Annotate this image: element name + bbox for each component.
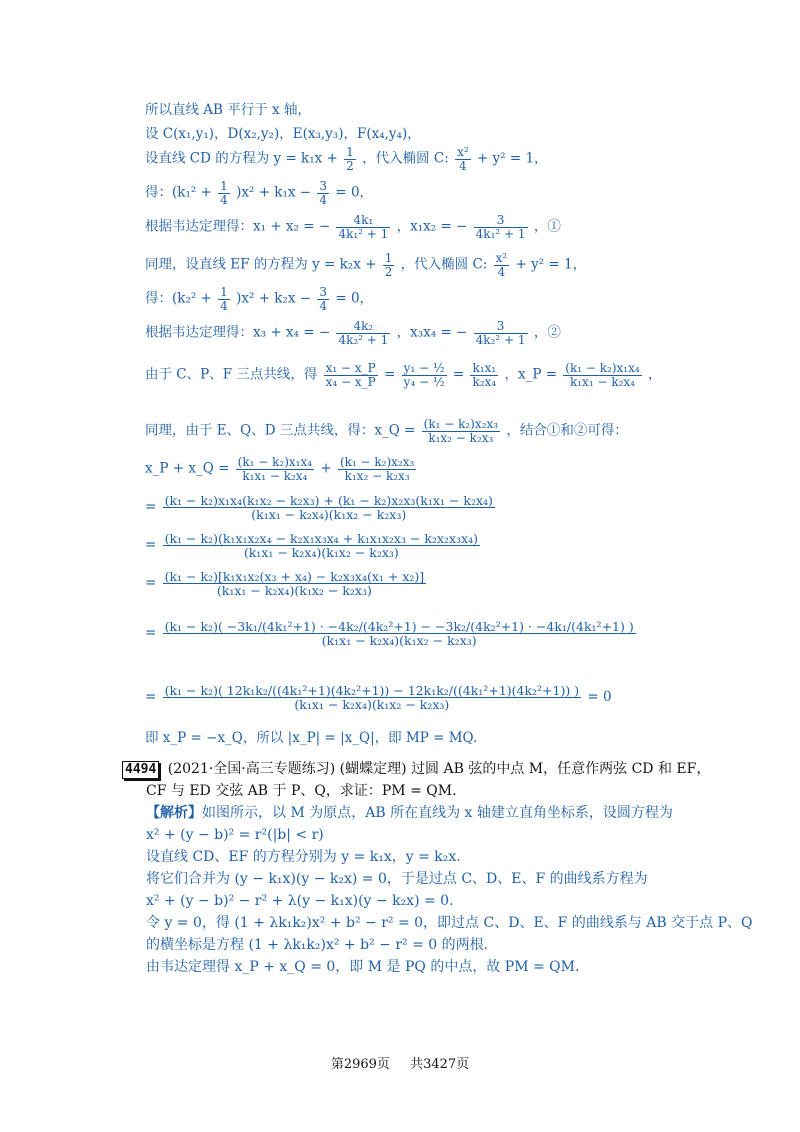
analysis-tag: 【解析】 [146,805,202,821]
fraction: $\frac{\text{x²}}{4}$ [495,251,508,279]
solution-line-2: 设 C(x₁,y₁)，D(x₂,y₂)，E(x₃,y₃)，F(x₄,y₄)， [145,126,421,142]
fraction: (k₁ − k₂)( −3k₁/(4k₁²+1) · −4k₂/(4k₂²+1) − −3k₂/(4k₂²+1) · −4k₁/(4k₁²+1) ) (k₁x₁ − k₂x₄)(k₁x₂ − k₂x₃) [164,619,634,649]
fraction: $\frac{3}{\text{4k₁² + 1}}$ [475,213,526,241]
solution-line-6: 同理，设直线 EF 的方程为 y = k₂x + $\frac{1}{2}$ ，代入椭圆 C: $\frac{\text{x²}}{4}$ + y² = 1， [145,251,587,279]
solution-line-14: = $\frac{\text{(k₁ − k₂)[k₁x₁x₂(x₃ + x₄) − k₂x₃x₄(x₁ + x₂)]}}{\text{(k₁x₁ − k₂x₄)(k₁x₂ − k₂x₃)}}$ [145,569,425,599]
fraction: $\frac{\text{y₁ − ½}}{\text{y₄ − ½}}$ [403,361,445,389]
fraction: $\frac{1}{4}$ [220,179,228,207]
solution-line-16: = (k₁ − k₂)( 12k₁k₂/((4k₁²+1)(4k₂²+1)) − 12k₁k₂/((4k₁²+1)(4k₂²+1)) ) (k₁x₁ − k₂x₄)(k₁x₂ − k₂x₃) = 0 [145,683,612,713]
fraction: $\frac{\text{(k₁ − k₂)(k₁x₁x₂x₄ − k₂x₁x₃x₄ + k₁x₁x₂x₃ − k₂x₂x₃x₄)}}{\text{(k₁x₁ − k₂x₄)(k₁x₂ − k₂x₃)}}$ [164,531,479,561]
solution-line-8: 根据韦达定理得：x₃ + x₄ = − $\frac{\text{4k₂}}{\text{4k₂² + 1}}$ ，x₃x₄ = − $\frac{3}{\text{4k₂² + 1}}$ ，② [145,319,561,347]
total-pages: 共3427页 [410,1057,470,1072]
solution-line-15: = (k₁ − k₂)( −3k₁/(4k₁²+1) · −4k₂/(4k₂²+1) − −3k₂/(4k₂²+1) · −4k₁/(4k₁²+1) ) (k₁x₁ − k₂x₄)(k₁x₂ − k₂x₃) [145,619,634,649]
fraction: $\frac{1}{4}$ [220,285,228,313]
fraction: $\frac{\text{k₁x₁}}{\text{k₂x₄}}$ [472,361,497,389]
solution-line-1: 所以直线 AB 平行于 x 轴， [145,102,311,118]
fraction: $\frac{3}{\text{4k₂² + 1}}$ [475,319,526,347]
fraction: $\frac{\text{(k₁ − k₂)x₂x₃}}{\text{k₁x₂ − k₂x₃}}$ [339,455,415,483]
analysis-line-6: 令 y = 0，得 (1 + λk₁k₂)x² + b² − r² = 0，即过点 C、D、E、F 的曲线系与 AB 交于点 P、Q [146,915,753,931]
analysis-line-2: x² + (y − b)² = r²(|b| < r) [146,827,324,843]
page-number: 第2969页 [330,1057,390,1072]
solution-line-10: 同理，由于 E、Q、D 三点共线，得：x_Q = $\frac{\text{(k₁ − k₂)x₂x₃}}{\text{k₁x₂ − k₂x₃}}$ ，结合①和②可得： [145,417,628,445]
solution-line-12: = $\frac{\text{(k₁ − k₂)x₁x₄(k₁x₂ − k₂x₃) + (k₁ − k₂)x₂x₃(k₁x₁ − k₂x₄)}}{\text{(k₁x₁ − k₂x₄)(k₁x₂ − k₂x₃)}}$ [145,493,493,523]
problem-statement-line-1 [122,758,762,780]
fraction: $\frac{1}{2}$ [346,145,354,173]
fraction: $\frac{\text{x₁ − x\_P}}{\text{x₄ − x\_P}}$ [325,361,376,389]
solution-line-17: 即 x_P = −x_Q，所以 |x_P| = |x_Q|，即 MP = MQ. [145,730,478,746]
solution-line-5: 根据韦达定理得：x₁ + x₂ = − $\frac{\text{4k₁}}{\text{4k₁² + 1}}$ ，x₁x₂ = − $\frac{3}{\text{4k₁² + 1}}$ ，① [145,213,561,241]
problem-statement-line-2: CF 与 ED 交弦 AB 于 P、Q，求证：PM = QM. [146,783,457,799]
solution-line-3: 设直线 CD 的方程为 y = k₁x + $\frac{1}{2}$ ，代入椭圆 C: $\frac{\text{x²}}{4}$ + y² = 1， [145,145,548,173]
solution-line-11: x_P + x_Q = $\frac{\text{(k₁ − k₂)x₁x₄}}{\text{k₁x₁ − k₂x₄}}$ + $\frac{\text{(k₁ − k₂)x₂x₃}}{\text{k₁x₂ − k₂x₃}}$ [145,455,415,483]
fraction: $\frac{\text{4k₁}}{\text{4k₁² + 1}}$ [338,213,389,241]
page-footer [0,1053,800,1072]
fraction: $\frac{1}{2}$ [384,251,393,279]
fraction: $\frac{\text{(k₁ − k₂)x₂x₃}}{\text{k₁x₂ − k₂x₃}}$ [423,417,499,445]
analysis-line-3: 设直线 CD、EF 的方程分别为 y = k₁x，y = k₂x. [146,849,461,865]
solution-line-9: 由于 C、P、F 三点共线，得 $\frac{\text{x₁ − x\_P}}{\text{x₄ − x\_P}}$ = $\frac{\text{y₁ − ½}}{\text{y₄ − ½}}$ = $\frac{\text{k₁x₁}}{\text{k₂x₄}}$ ，x_P = $\frac{\text{(k₁ − k₂)x₁x₄}}{\text{k₁x₁ − k₂x₄}}$ ， [145,361,662,389]
analysis-line-4: 将它们合并为 (y − k₁x)(y − k₂x) = 0，于是过点 C、D、E、F 的曲线系方程为 [146,871,648,887]
problem-source: (2021·全国·高三专题练习) [167,761,336,777]
analysis-line-1: 【解析】如图所示，以 M 为原点，AB 所在直线为 x 轴建立直角坐标系，设圆方程为 [146,805,673,821]
fraction: $\frac{\text{(k₁ − k₂)x₁x₄}}{\text{k₁x₁ − k₂x₄}}$ [565,361,640,389]
solution-line-7: 得：(k₂² + $\frac{1}{4}$ )x² + k₂x − $\frac{3}{4}$ = 0， [145,285,374,313]
problem-text: 过圆 AB 弦的中点 M，任意作两弦 CD 和 EF， [411,761,711,777]
solution-line-4: 得：(k₁² + $\frac{1}{4}$ )x² + k₁x − $\frac{3}{4}$ = 0， [145,179,374,207]
fraction: $\frac{\text{x²}}{4}$ [457,145,469,173]
solution-line-13: = $\frac{\text{(k₁ − k₂)(k₁x₁x₂x₄ − k₂x₁x₃x₄ + k₁x₁x₂x₃ − k₂x₂x₃x₄)}}{\text{(k₁x₁ − k₂x₄)(k₁x₂ − k₂x₃)}}$ [145,531,479,561]
analysis-line-7: 的横坐标是方程 (1 + λk₁k₂)x² + b² − r² = 0 的两根. [146,937,489,953]
problem-number: 4494 [122,761,159,779]
fraction: (k₁ − k₂)( 12k₁k₂/((4k₁²+1)(4k₂²+1)) − 12k₁k₂/((4k₁²+1)(4k₂²+1)) ) (k₁x₁ − k₂x₄)(k₁x₂ − k₂x₃) [164,683,580,713]
problem-block [122,758,762,978]
fraction: $\frac{3}{4}$ [319,285,328,313]
fraction: $\frac{\text{(k₁ − k₂)x₁x₄(k₁x₂ − k₂x₃) + (k₁ − k₂)x₂x₃(k₁x₁ − k₂x₄)}}{\text{(k₁x₁ − k₂x₄)(k₁x₂ − k₂x₃)}}$ [164,493,493,523]
fraction: $\frac{\text{4k₂}}{\text{4k₂² + 1}}$ [338,319,389,347]
problem-title: (蝴蝶定理) [339,761,407,777]
fraction: $\frac{\text{(k₁ − k₂)[k₁x₁x₂(x₃ + x₄) − k₂x₃x₄(x₁ + x₂)]}}{\text{(k₁x₁ − k₂x₄)(k₁x₂ − k₂x₃)}}$ [164,569,425,599]
analysis-line-5: x² + (y − b)² − r² + λ(y − k₁x)(y − k₂x) = 0. [146,893,454,909]
fraction: $\frac{\text{(k₁ − k₂)x₁x₄}}{\text{k₁x₁ − k₂x₄}}$ [237,455,313,483]
fraction: $\frac{3}{4}$ [319,179,328,207]
analysis-line-8: 由韦达定理得 x_P + x_Q = 0，即 M 是 PQ 的中点，故 PM = QM. [146,959,580,975]
